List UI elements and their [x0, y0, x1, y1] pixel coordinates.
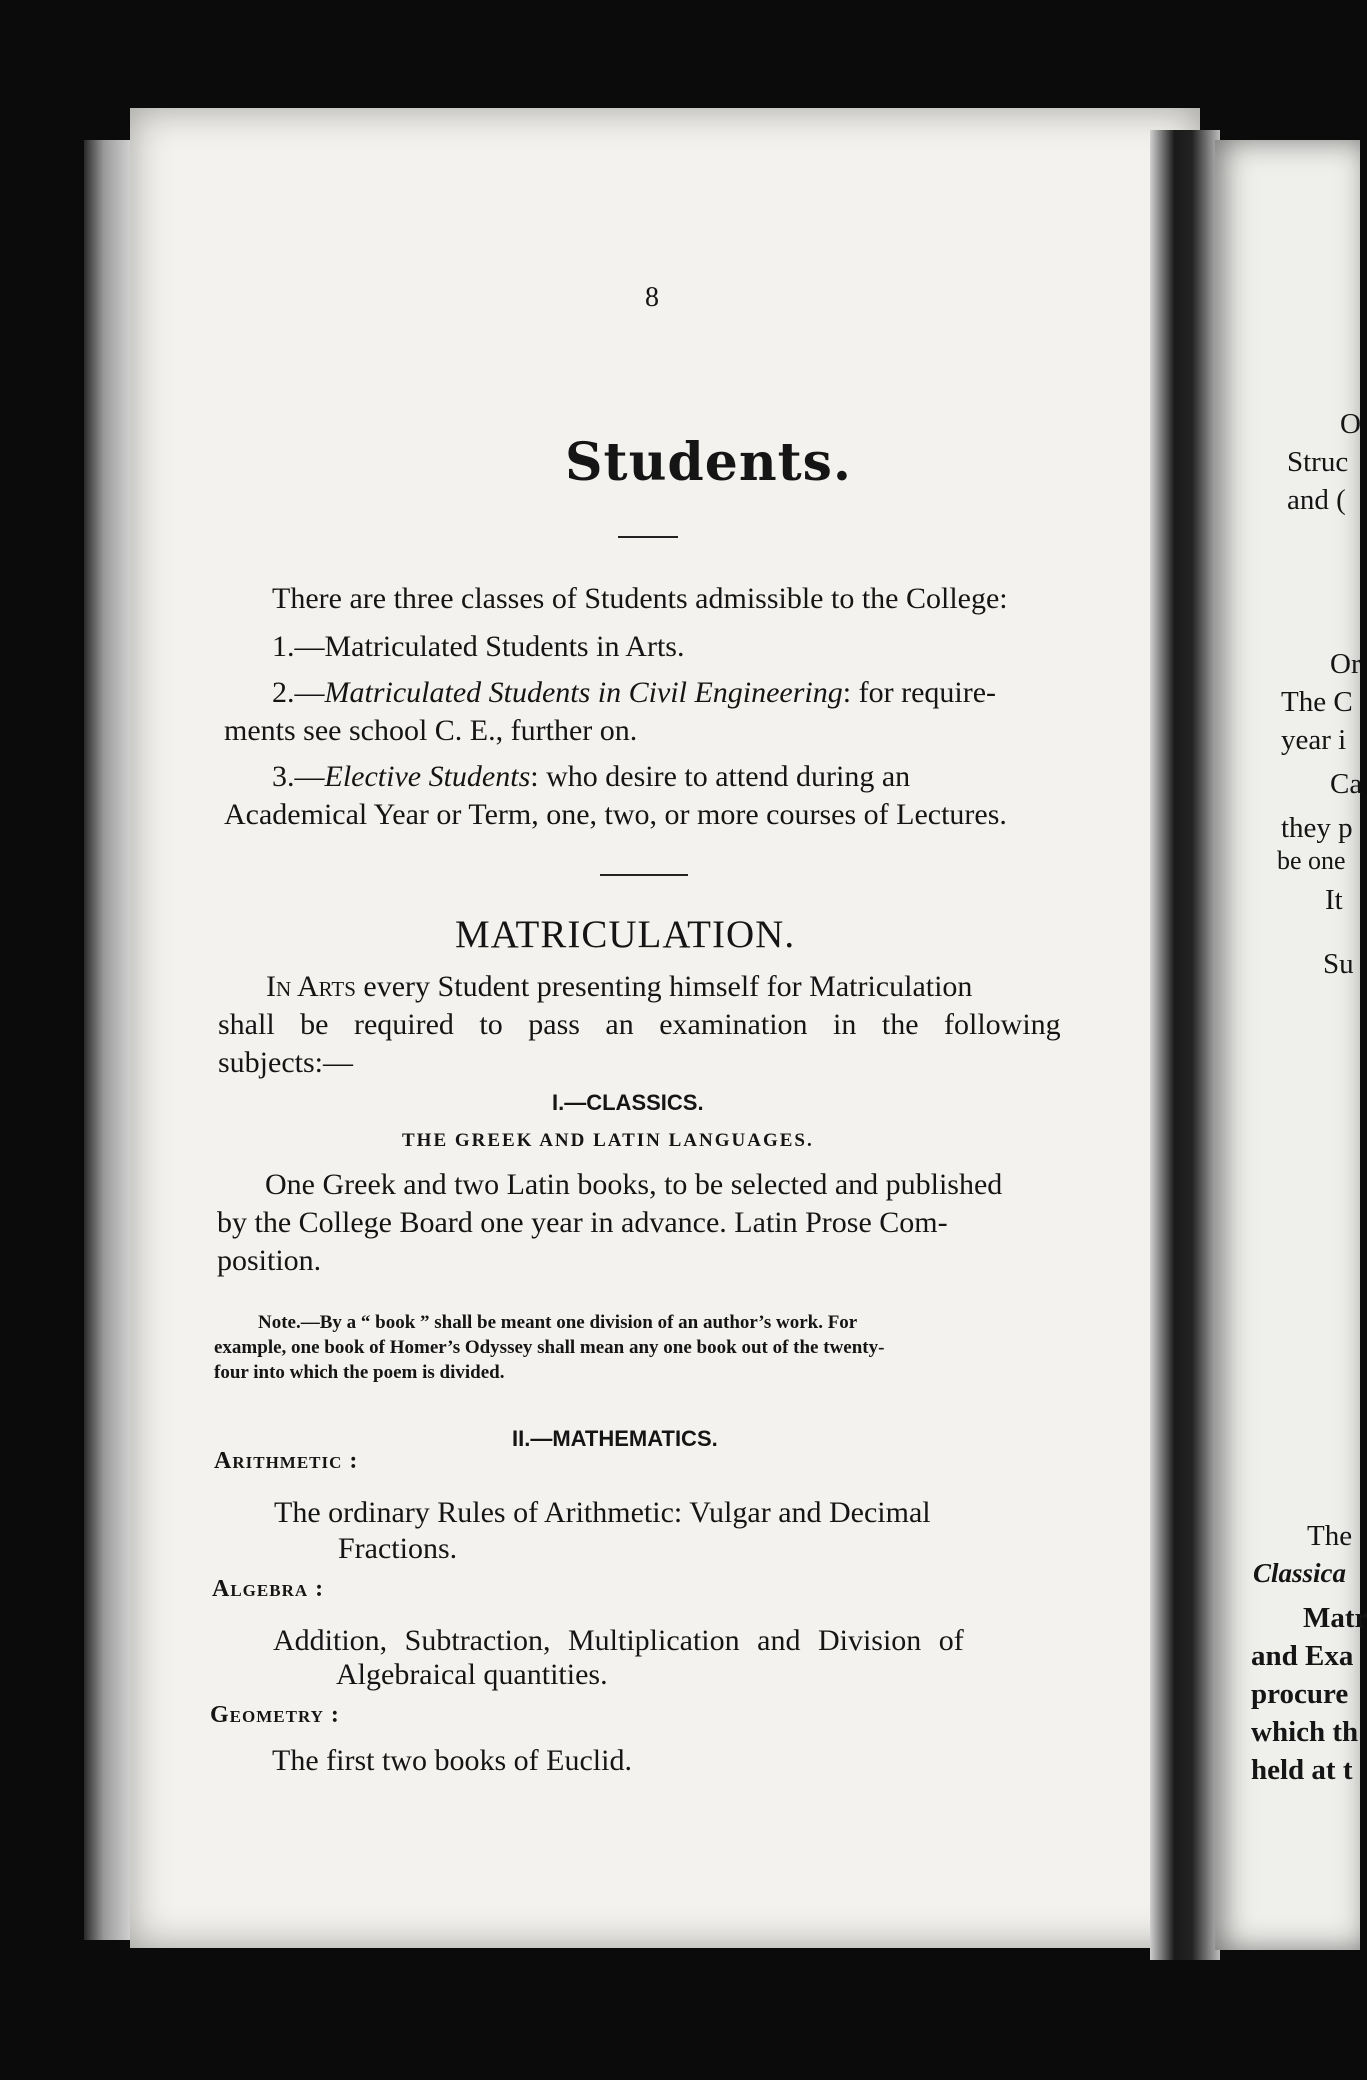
- facing-page: [1215, 140, 1367, 1950]
- facing-fragment: procure: [1251, 1678, 1349, 1710]
- facing-fragment: The C: [1281, 686, 1353, 718]
- class-prefix: 2.—: [272, 676, 325, 709]
- class-item-1: [272, 628, 684, 666]
- note-line: four into which the poem is divided.: [214, 1362, 505, 1383]
- book-gutter: [1150, 130, 1220, 1960]
- matriculation-intro-line: shall be required to pass an examination in the following: [218, 1008, 1061, 1041]
- intro-lead: In Arts: [266, 970, 356, 1003]
- intro-text: every Student presenting himself for Matriculation: [363, 970, 973, 1003]
- facing-fragment: year i: [1281, 724, 1347, 756]
- divider: [600, 874, 688, 876]
- facing-fragment: and (: [1287, 484, 1346, 516]
- page-edge: [84, 140, 134, 1940]
- classics-heading: I.—CLASSICS.: [552, 1090, 704, 1115]
- class-text: : for require-: [842, 676, 997, 709]
- facing-fragment: Struc: [1287, 446, 1349, 478]
- class-italic: Matriculated Students in Civil Engineering: [324, 676, 843, 709]
- algebra-line: Addition, Subtraction, Multiplication and Division of: [273, 1624, 964, 1657]
- class-text: : who desire to attend during an: [530, 760, 911, 793]
- matriculation-intro-line: [266, 968, 972, 1006]
- algebra-line: Algebraical quantities.: [336, 1658, 608, 1691]
- classics-line: by the College Board one year in advance. Latin Prose Com-: [217, 1206, 948, 1239]
- facing-fragment: held at t: [1251, 1754, 1353, 1786]
- note-line: Note.—By a “ book ” shall be meant one division of an author’s work. For: [258, 1312, 858, 1333]
- facing-fragment: Matr: [1303, 1602, 1367, 1634]
- arithmetic-line: Fractions.: [338, 1532, 458, 1565]
- class-prefix: 3.—: [272, 760, 325, 793]
- facing-fragment: be one: [1277, 846, 1346, 875]
- note-line: example, one book of Homer’s Odyssey shall mean any one book out of the twenty-: [214, 1337, 885, 1358]
- algebra-label: Algebra :: [212, 1576, 325, 1602]
- divider: [618, 536, 678, 538]
- facing-fragment: which th: [1251, 1716, 1359, 1748]
- classics-line: position.: [217, 1244, 322, 1277]
- page-number: 8: [645, 282, 659, 313]
- facing-fragment: Or: [1330, 648, 1361, 680]
- class-item-2: [272, 674, 996, 712]
- arithmetic-label: Arithmetic :: [214, 1448, 359, 1474]
- facing-fragment: O: [1340, 408, 1361, 440]
- facing-fragment: The: [1307, 1520, 1353, 1552]
- facing-fragment: and Exa: [1251, 1640, 1354, 1672]
- class-text: Matriculated Students in Arts.: [324, 630, 685, 663]
- facing-fragment: Ca: [1330, 768, 1363, 800]
- section-title: Students.: [565, 432, 853, 493]
- facing-fragment: It: [1325, 884, 1343, 916]
- class-italic: Elective Students: [324, 760, 531, 793]
- arithmetic-line: The ordinary Rules of Arithmetic: Vulgar and Decimal: [274, 1496, 931, 1529]
- classics-line: One Greek and two Latin books, to be selected and published: [265, 1168, 1003, 1201]
- matriculation-heading: MATRICULATION.: [455, 913, 796, 956]
- mathematics-heading: II.—MATHEMATICS.: [512, 1426, 718, 1451]
- facing-fragment: they p: [1281, 812, 1353, 844]
- class-item-3-continued: Academical Year or Term, one, two, or more courses of Lectures.: [224, 798, 1007, 831]
- intro-paragraph: There are three classes of Students admissible to the College:: [272, 582, 1008, 615]
- facing-fragment: Su: [1323, 948, 1354, 980]
- classics-subheading: THE GREEK AND LATIN LANGUAGES.: [402, 1130, 814, 1151]
- class-prefix: 1.—: [272, 630, 325, 663]
- geometry-label: Geometry :: [210, 1702, 340, 1728]
- geometry-line: The first two books of Euclid.: [272, 1744, 632, 1777]
- class-item-3: [272, 758, 910, 796]
- class-item-2-continued: ments see school C. E., further on.: [224, 714, 638, 747]
- matriculation-intro-line: subjects:—: [218, 1046, 353, 1079]
- facing-fragment: Classica: [1253, 1558, 1347, 1588]
